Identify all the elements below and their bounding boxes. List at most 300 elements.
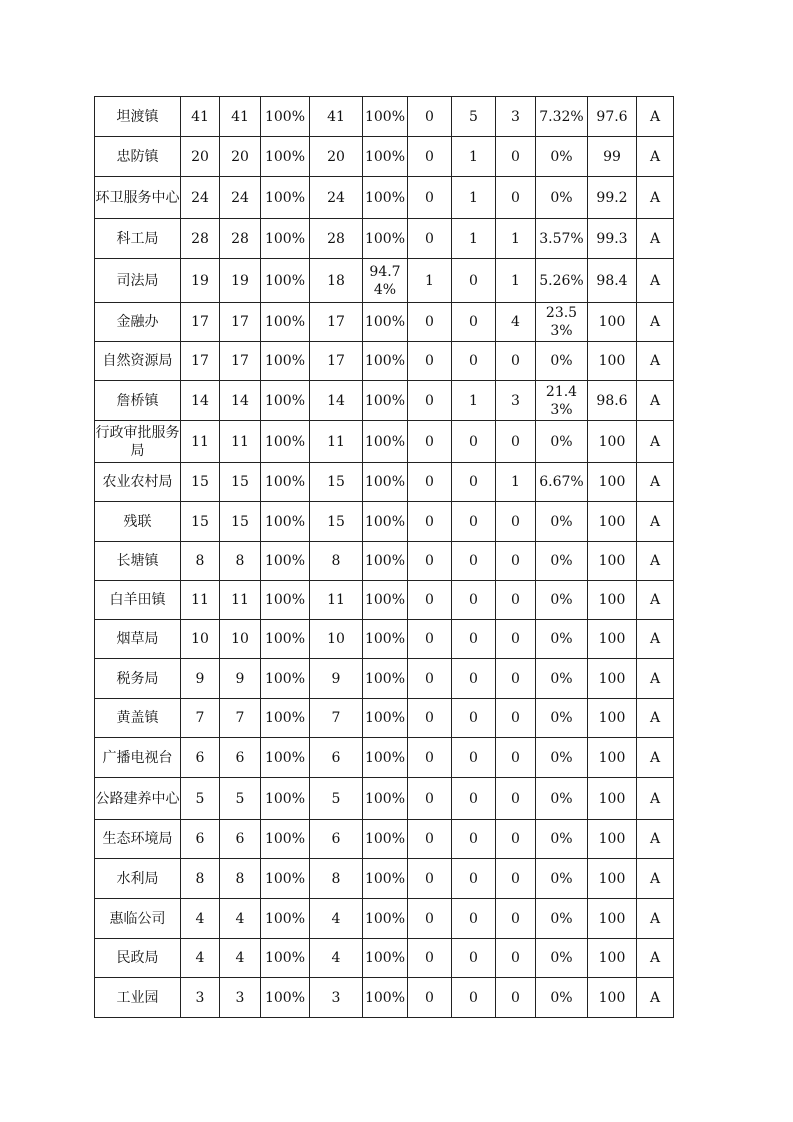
table-cell: 15 [220, 502, 261, 542]
table-cell: 5 [310, 778, 363, 820]
table-cell: 100% [261, 581, 310, 620]
table-cell: A [637, 939, 674, 978]
table-cell: 5 [452, 97, 496, 137]
table-cell: A [637, 303, 674, 342]
table-cell: 0 [496, 859, 536, 899]
table-cell: 100 [588, 502, 637, 542]
table-cell: A [637, 502, 674, 542]
table-cell: 0 [408, 381, 452, 421]
table-cell: 100% [363, 899, 408, 939]
table-cell: 0 [452, 421, 496, 463]
table-cell: 0% [536, 542, 588, 581]
unit-name-cell: 环卫服务中心 [95, 177, 181, 219]
table-cell: A [637, 97, 674, 137]
table-cell: 24 [310, 177, 363, 219]
table-cell: 0% [536, 581, 588, 620]
table-cell: 99.3 [588, 219, 637, 259]
table-cell: 100% [363, 137, 408, 177]
table-cell: 10 [220, 620, 261, 659]
table-cell: 100% [261, 381, 310, 421]
table-row [95, 177, 674, 219]
table-cell: 0 [452, 820, 496, 859]
table-cell: 5.26% [536, 259, 588, 303]
table-cell: 0 [408, 303, 452, 342]
table-cell: 17 [310, 342, 363, 381]
table-cell: 0 [496, 342, 536, 381]
table-row [95, 778, 674, 820]
table-cell: 0 [452, 699, 496, 738]
table-cell: 7.32% [536, 97, 588, 137]
unit-name-cell: 自然资源局 [95, 342, 181, 381]
table-cell: 0 [408, 659, 452, 699]
table-cell: 97.6 [588, 97, 637, 137]
table-cell: 24 [181, 177, 220, 219]
table-cell: 41 [310, 97, 363, 137]
table-cell: 11 [310, 421, 363, 463]
table-cell: 17 [181, 342, 220, 381]
table-cell: 11 [181, 421, 220, 463]
table-cell: 6 [310, 738, 363, 778]
table-cell: A [637, 542, 674, 581]
table-cell: 0% [536, 620, 588, 659]
table-cell: 0 [452, 859, 496, 899]
unit-name-cell: 公路建养中心 [95, 778, 181, 820]
table-cell: 0 [408, 978, 452, 1018]
table-cell: 100 [588, 939, 637, 978]
table-cell: 100% [363, 659, 408, 699]
table-row [95, 463, 674, 502]
table-cell: 23.53% [536, 303, 588, 342]
table-cell: 100% [261, 137, 310, 177]
table-cell: 100% [363, 978, 408, 1018]
table-cell: A [637, 699, 674, 738]
unit-name-cell: 黄盖镇 [95, 699, 181, 738]
table-cell: 11 [181, 581, 220, 620]
table-row [95, 219, 674, 259]
table-cell: 0 [496, 978, 536, 1018]
table-cell: 41 [220, 97, 261, 137]
table-cell: 0 [408, 620, 452, 659]
table-row [95, 97, 674, 137]
table-cell: 100% [363, 738, 408, 778]
table-cell: 100% [261, 778, 310, 820]
table-cell: 6 [181, 738, 220, 778]
table-cell: 100 [588, 581, 637, 620]
table-cell: 100% [261, 342, 310, 381]
unit-name-cell: 水利局 [95, 859, 181, 899]
table-cell: 0 [408, 342, 452, 381]
table-cell: 3.57% [536, 219, 588, 259]
unit-name-cell: 工业园 [95, 978, 181, 1018]
table-cell: 100% [261, 820, 310, 859]
table-cell: 0 [496, 939, 536, 978]
table-cell: 0 [496, 820, 536, 859]
table-cell: 0 [496, 542, 536, 581]
table-cell: 0 [408, 177, 452, 219]
table-cell: 0% [536, 342, 588, 381]
table-cell: 0 [452, 620, 496, 659]
table-cell: 11 [310, 581, 363, 620]
table-cell: 0 [452, 463, 496, 502]
table-cell: 100 [588, 738, 637, 778]
table-cell: 1 [452, 219, 496, 259]
table-cell: 0 [496, 177, 536, 219]
table-cell: 0 [408, 542, 452, 581]
table-cell: 99 [588, 137, 637, 177]
table-cell: 0 [408, 421, 452, 463]
table-cell: 100% [261, 620, 310, 659]
table-cell: 100% [261, 978, 310, 1018]
table-cell: 1 [452, 137, 496, 177]
table-cell: 100% [261, 97, 310, 137]
table-cell: 15 [181, 463, 220, 502]
table-cell: 0 [408, 699, 452, 738]
table-cell: 100% [261, 899, 310, 939]
table-cell: 4 [220, 899, 261, 939]
table-cell: A [637, 137, 674, 177]
table-row [95, 581, 674, 620]
table-cell: 100% [363, 699, 408, 738]
table-cell: 14 [181, 381, 220, 421]
table-cell: 0 [452, 581, 496, 620]
table-cell: 98.6 [588, 381, 637, 421]
table-cell: 100 [588, 463, 637, 502]
table-cell: 100 [588, 699, 637, 738]
table-cell: 6 [181, 820, 220, 859]
table-cell: 3 [496, 381, 536, 421]
table-cell: 21.43% [536, 381, 588, 421]
table-cell: 100 [588, 859, 637, 899]
table-cell: 8 [310, 859, 363, 899]
table-cell: 100% [363, 303, 408, 342]
table-cell: A [637, 342, 674, 381]
table-cell: A [637, 421, 674, 463]
unit-name-cell: 税务局 [95, 659, 181, 699]
table-cell: 0 [496, 699, 536, 738]
table-cell: 0% [536, 899, 588, 939]
table-cell: 100% [363, 939, 408, 978]
table-cell: 0 [452, 542, 496, 581]
table-cell: 20 [181, 137, 220, 177]
table-cell: 0 [496, 581, 536, 620]
table-cell: 0 [496, 502, 536, 542]
unit-name-cell: 司法局 [95, 259, 181, 303]
table-cell: 8 [220, 859, 261, 899]
table-cell: 4 [310, 939, 363, 978]
table-cell: 0 [408, 502, 452, 542]
table-cell: 0 [452, 303, 496, 342]
table-cell: A [637, 859, 674, 899]
table-cell: 0% [536, 738, 588, 778]
table-cell: 100% [363, 463, 408, 502]
table-cell: 18 [310, 259, 363, 303]
table-cell: 0% [536, 137, 588, 177]
table-cell: 100% [261, 859, 310, 899]
table-cell: 0% [536, 939, 588, 978]
table-cell: 100 [588, 978, 637, 1018]
unit-name-cell: 生态环境局 [95, 820, 181, 859]
table-row [95, 659, 674, 699]
table-cell: 0% [536, 699, 588, 738]
table-cell: 100% [363, 177, 408, 219]
table-cell: 1 [496, 219, 536, 259]
table-cell: 3 [496, 97, 536, 137]
table-cell: 100 [588, 303, 637, 342]
unit-name-cell: 烟草局 [95, 620, 181, 659]
table-cell: 7 [220, 699, 261, 738]
table-cell: 0 [408, 738, 452, 778]
table-cell: 17 [181, 303, 220, 342]
unit-name-cell: 长塘镇 [95, 542, 181, 581]
table-row [95, 820, 674, 859]
table-cell: A [637, 259, 674, 303]
table-cell: 0 [496, 899, 536, 939]
table-cell: 41 [181, 97, 220, 137]
table-cell: A [637, 820, 674, 859]
table-cell: 20 [310, 137, 363, 177]
table-cell: 7 [181, 699, 220, 738]
table-cell: A [637, 177, 674, 219]
table-row [95, 699, 674, 738]
table-cell: 100% [261, 421, 310, 463]
table-cell: 3 [220, 978, 261, 1018]
table-cell: 6 [220, 738, 261, 778]
table-cell: A [637, 463, 674, 502]
table-cell: 10 [181, 620, 220, 659]
table-cell: 1 [452, 177, 496, 219]
table-cell: 100% [363, 581, 408, 620]
table-cell: 0 [408, 899, 452, 939]
unit-name-cell: 残联 [95, 502, 181, 542]
table-cell: 100% [261, 738, 310, 778]
table-cell: A [637, 978, 674, 1018]
table-cell: 15 [220, 463, 261, 502]
table-cell: A [637, 659, 674, 699]
table-cell: 28 [310, 219, 363, 259]
table-cell: 100% [261, 939, 310, 978]
table-cell: 99.2 [588, 177, 637, 219]
table-row [95, 899, 674, 939]
unit-name-cell: 白羊田镇 [95, 581, 181, 620]
table-cell: 0 [408, 219, 452, 259]
table-cell: 0 [452, 502, 496, 542]
table-cell: 8 [220, 542, 261, 581]
table-cell: 1 [408, 259, 452, 303]
table-cell: 0% [536, 421, 588, 463]
table-cell: 0 [452, 659, 496, 699]
table-cell: 28 [181, 219, 220, 259]
table-cell: 100% [363, 342, 408, 381]
table-cell: 9 [310, 659, 363, 699]
table-cell: 20 [220, 137, 261, 177]
table-cell: 0 [496, 778, 536, 820]
table-cell: 100% [261, 259, 310, 303]
table-cell: 4 [220, 939, 261, 978]
table-row [95, 421, 674, 463]
table-cell: 4 [310, 899, 363, 939]
table-cell: 0 [408, 581, 452, 620]
table-cell: 100% [363, 219, 408, 259]
table-cell: 0% [536, 659, 588, 699]
table-cell: 100% [363, 381, 408, 421]
table-cell: 5 [220, 778, 261, 820]
table-cell: 100 [588, 899, 637, 939]
unit-name-cell: 坦渡镇 [95, 97, 181, 137]
table-cell: 8 [181, 859, 220, 899]
table-cell: 0 [496, 620, 536, 659]
table-cell: 17 [220, 342, 261, 381]
table-row [95, 620, 674, 659]
table-cell: 0% [536, 502, 588, 542]
table-cell: 100 [588, 421, 637, 463]
table-cell: 17 [220, 303, 261, 342]
table-cell: 6 [310, 820, 363, 859]
table-cell: 11 [220, 421, 261, 463]
table-row [95, 859, 674, 899]
table-cell: 19 [220, 259, 261, 303]
table-cell: 0 [452, 939, 496, 978]
table-row [95, 137, 674, 177]
table-cell: 100 [588, 820, 637, 859]
table-cell: 100% [363, 97, 408, 137]
table-row [95, 738, 674, 778]
table-cell: 0 [452, 342, 496, 381]
table-cell: 0 [408, 463, 452, 502]
table-cell: 0 [408, 137, 452, 177]
table-cell: 0 [408, 820, 452, 859]
table-cell: 14 [310, 381, 363, 421]
table-cell: 100 [588, 778, 637, 820]
unit-name-cell: 农业农村局 [95, 463, 181, 502]
table-cell: 100% [363, 421, 408, 463]
table-cell: 100 [588, 659, 637, 699]
table-cell: 15 [310, 463, 363, 502]
table-row [95, 259, 674, 303]
table-cell: A [637, 738, 674, 778]
table-cell: 1 [452, 381, 496, 421]
table-row [95, 978, 674, 1018]
table-row [95, 381, 674, 421]
table-cell: 0 [408, 939, 452, 978]
unit-name-cell: 行政审批服务局 [95, 421, 181, 463]
unit-name-cell: 金融办 [95, 303, 181, 342]
table-cell: 0% [536, 177, 588, 219]
table-cell: 10 [310, 620, 363, 659]
table-cell: 0% [536, 820, 588, 859]
table-cell: 0 [496, 421, 536, 463]
table-cell: 3 [310, 978, 363, 1018]
table-cell: A [637, 778, 674, 820]
table-cell: 100% [363, 620, 408, 659]
table-cell: 5 [181, 778, 220, 820]
table-cell: 100% [363, 502, 408, 542]
table-body [95, 97, 674, 1018]
table-cell: 0 [408, 859, 452, 899]
table-cell: 9 [220, 659, 261, 699]
unit-name-cell: 广播电视台 [95, 738, 181, 778]
table-cell: 4 [496, 303, 536, 342]
table-cell: 0% [536, 859, 588, 899]
table-row [95, 542, 674, 581]
table-cell: 28 [220, 219, 261, 259]
unit-name-cell: 科工局 [95, 219, 181, 259]
unit-name-cell: 民政局 [95, 939, 181, 978]
table-cell: 100% [261, 542, 310, 581]
table-cell: 1 [496, 259, 536, 303]
table-cell: 24 [220, 177, 261, 219]
table-cell: 14 [220, 381, 261, 421]
table-cell: 100% [261, 219, 310, 259]
table-cell: 0% [536, 978, 588, 1018]
table-cell: 100 [588, 342, 637, 381]
table-cell: 94.74% [363, 259, 408, 303]
table-cell: 4 [181, 899, 220, 939]
table-cell: 0 [452, 738, 496, 778]
table-cell: 100% [261, 177, 310, 219]
table-cell: 100% [261, 502, 310, 542]
table-cell: 100% [261, 303, 310, 342]
table-cell: 8 [181, 542, 220, 581]
table-row [95, 939, 674, 978]
table-cell: A [637, 219, 674, 259]
table-cell: 100% [363, 542, 408, 581]
table-row [95, 502, 674, 542]
table-cell: 19 [181, 259, 220, 303]
table-cell: 17 [310, 303, 363, 342]
table-cell: 0 [452, 778, 496, 820]
table-cell: 100 [588, 542, 637, 581]
table-cell: 100% [261, 463, 310, 502]
table-cell: 9 [181, 659, 220, 699]
table-row [95, 303, 674, 342]
table-cell: 100% [363, 778, 408, 820]
unit-name-cell: 詹桥镇 [95, 381, 181, 421]
unit-name-cell: 惠临公司 [95, 899, 181, 939]
table-cell: 0 [496, 659, 536, 699]
table-cell: 100% [363, 859, 408, 899]
table-cell: 100 [588, 620, 637, 659]
table-cell: 0% [536, 778, 588, 820]
table-cell: 15 [181, 502, 220, 542]
table-cell: A [637, 381, 674, 421]
table-cell: 0 [496, 738, 536, 778]
table-cell: 8 [310, 542, 363, 581]
data-table [94, 96, 674, 1018]
table-cell: A [637, 899, 674, 939]
table-cell: 15 [310, 502, 363, 542]
table-cell: A [637, 581, 674, 620]
table-cell: 7 [310, 699, 363, 738]
table-cell: 100% [261, 699, 310, 738]
table-cell: 0 [452, 259, 496, 303]
table-cell: A [637, 620, 674, 659]
table-cell: 6.67% [536, 463, 588, 502]
table-cell: 0 [408, 97, 452, 137]
table-cell: 0 [452, 978, 496, 1018]
table-cell: 3 [181, 978, 220, 1018]
table-cell: 0 [452, 899, 496, 939]
table-cell: 0 [496, 137, 536, 177]
table-cell: 1 [496, 463, 536, 502]
table-cell: 11 [220, 581, 261, 620]
table-cell: 6 [220, 820, 261, 859]
table-cell: 100% [363, 820, 408, 859]
table-cell: 100% [261, 659, 310, 699]
table-row [95, 342, 674, 381]
table-cell: 4 [181, 939, 220, 978]
unit-name-cell: 忠防镇 [95, 137, 181, 177]
table-cell: 0 [408, 778, 452, 820]
